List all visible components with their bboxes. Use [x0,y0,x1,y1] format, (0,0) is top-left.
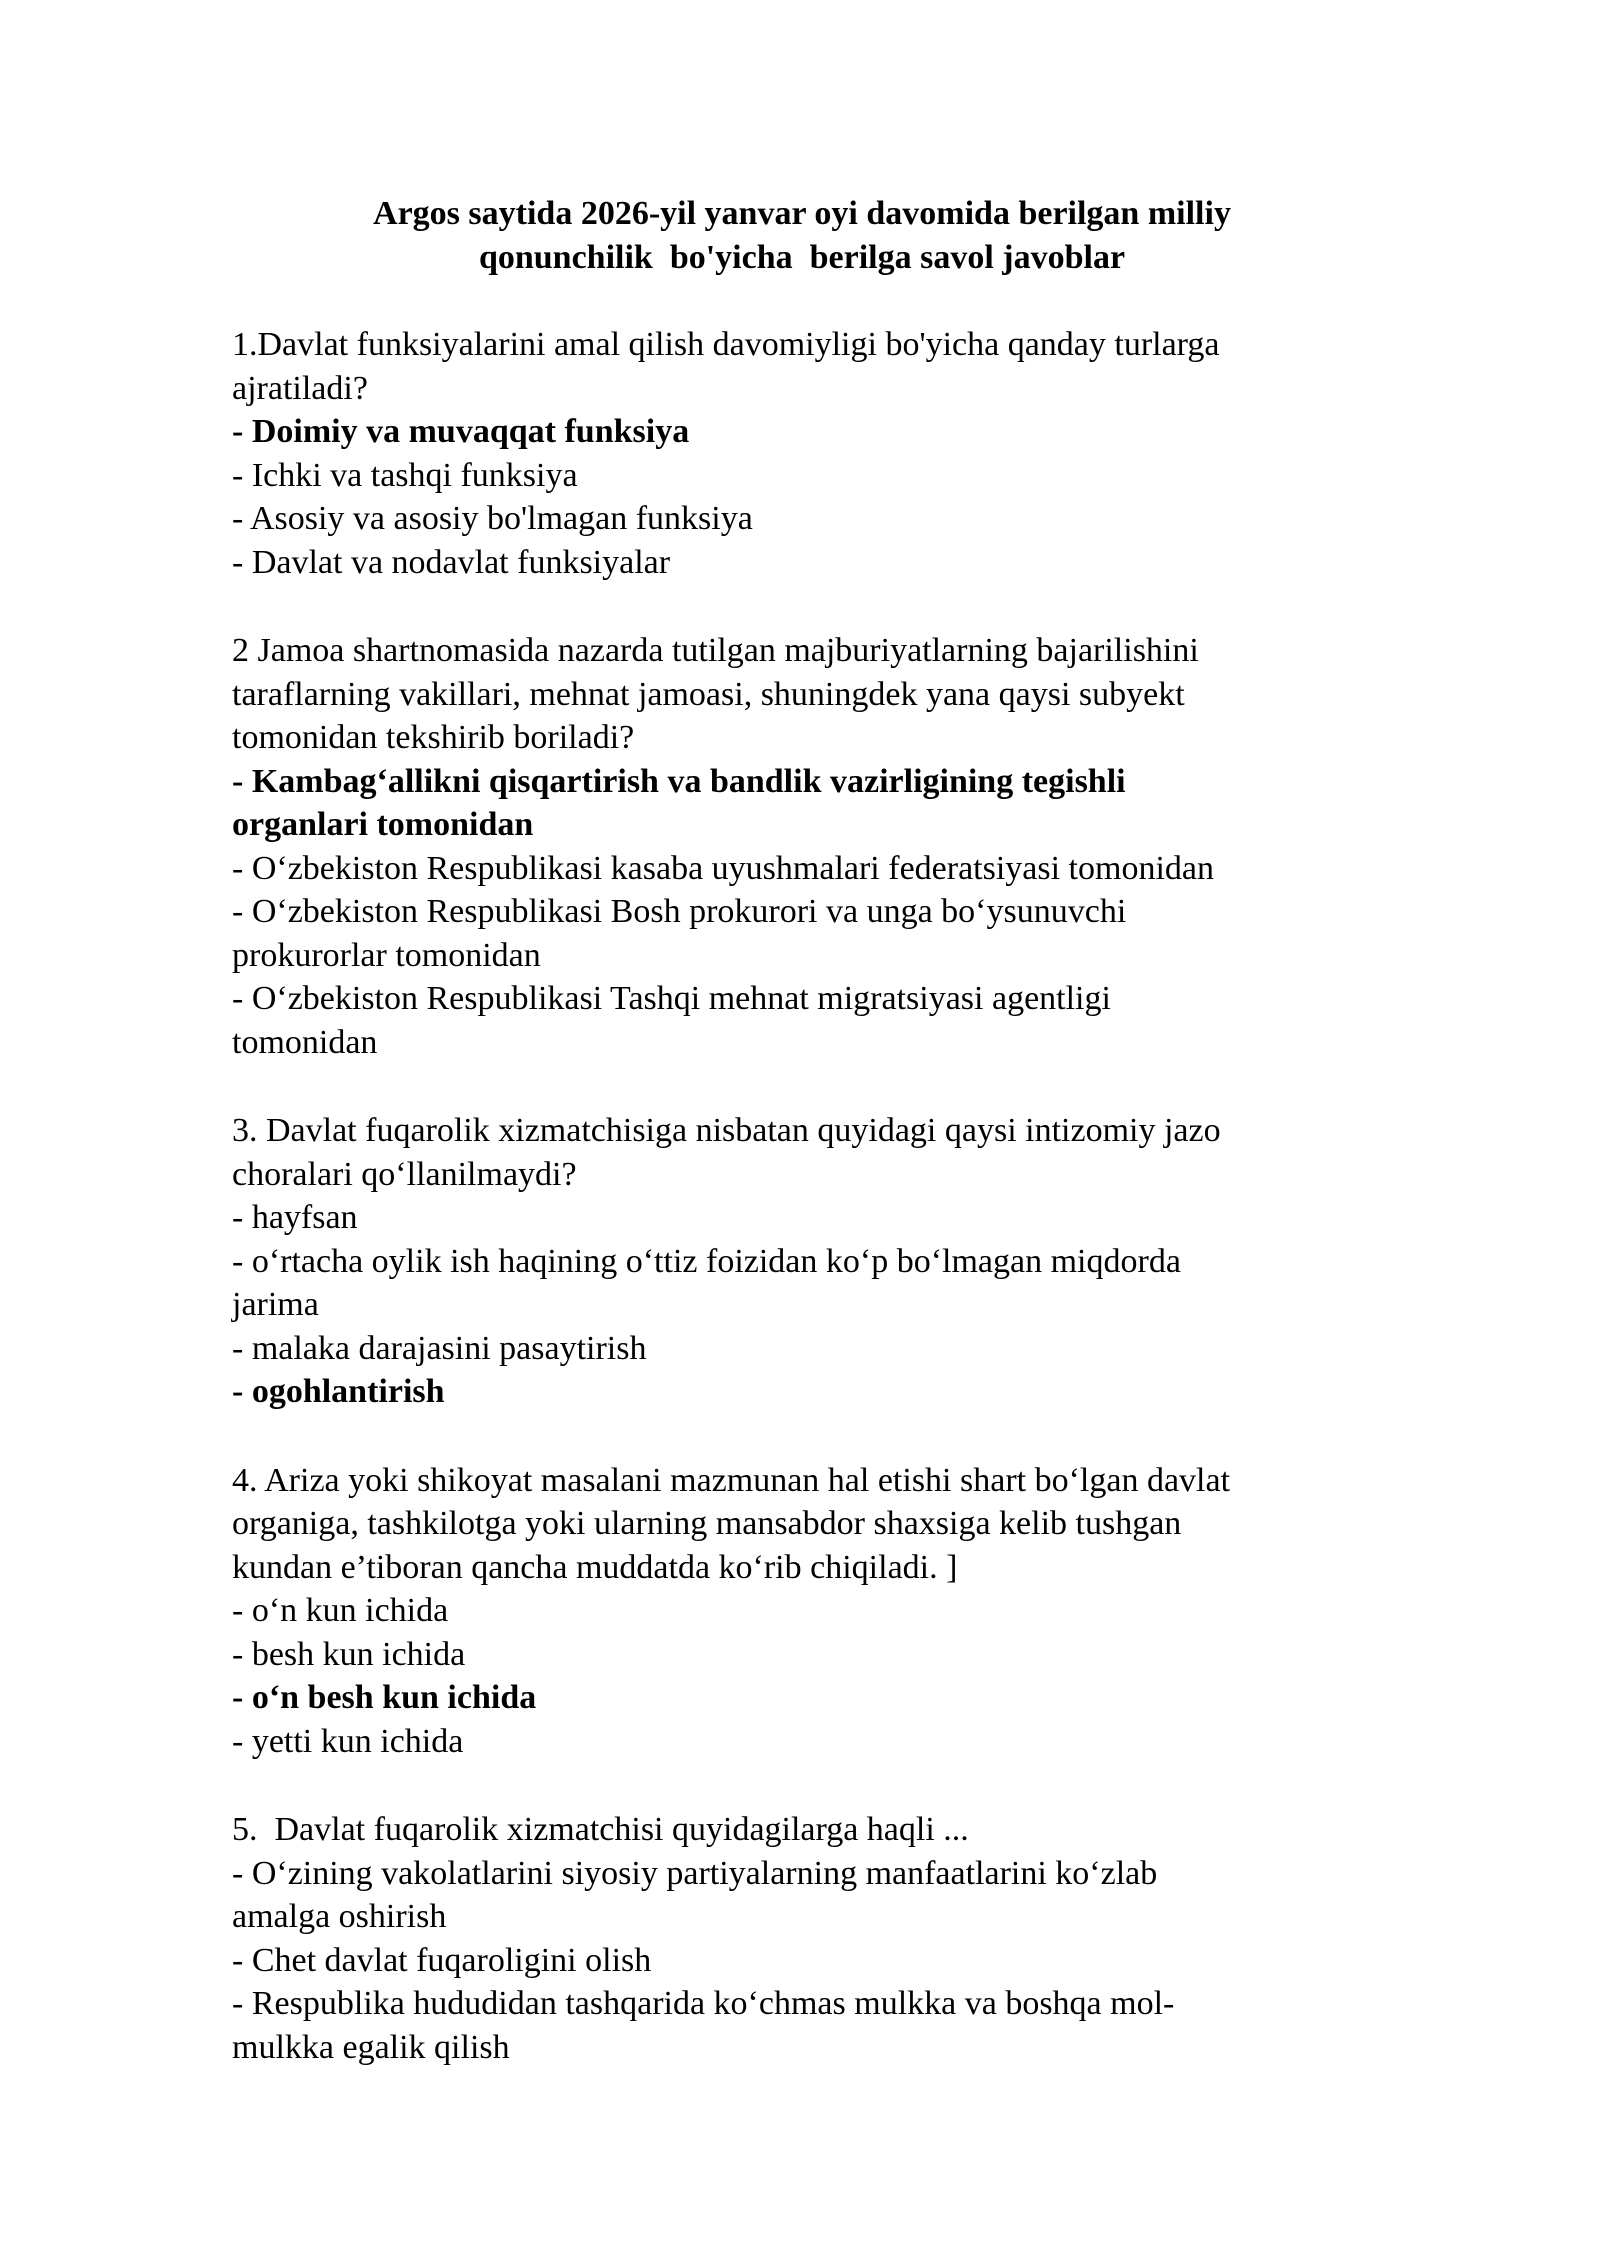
question-block-2 [232,629,1372,1064]
answer-option-line: - Davlat va nodavlat funksiyalar [232,543,671,581]
question-text-line: 1.Davlat funksiyalarini amal qilish davomiyligi bo'yicha qanday turlarga [232,326,1220,363]
answer-option-line: - malaka darajasini pasaytirish [232,1329,647,1367]
question-text-line: ajratiladi? [232,369,368,407]
answer-option-line: prokurorlar tomonidan [232,936,541,974]
answer-option-line: - O‘zbekiston Respublikasi Tashqi mehnat migratsiyasi agentligi [232,980,1111,1017]
answer-option-line-correct: - ogohlantirish [232,1373,445,1410]
question-text-line: taraflarning vakillari, mehnat jamoasi, shuningdek yana qaysi subyekt [232,675,1185,713]
question-block-5 [232,1808,1372,2069]
page-title-line: qonunchilik bo'yicha berilga savol javoblar [478,238,1126,276]
answer-option-line: - O‘zining vakolatlarini siyosiy partiyalarning manfaatlarini ko‘zlab [232,1854,1158,1892]
question-text-line: 3. Davlat fuqarolik xizmatchisiga nisbatan quyidagi qaysi intizomiy jazo [232,1112,1221,1149]
answer-option-line-correct: organlari tomonidan [232,806,534,843]
answer-option-line: mulkka egalik qilish [232,2028,510,2066]
answer-option-line-correct: - Kambag‘allikni qisqartirish va bandlik vazirligining tegishli [232,762,1126,800]
answer-option-line: - yetti kun ichida [232,1722,464,1760]
question-text-line: choralari qo‘llanilmaydi? [232,1155,577,1193]
answer-option-line: - Asosiy va asosiy bo'lmagan funksiya [232,500,753,537]
answer-option-line: - O‘zbekiston Respublikasi kasaba uyushmalari federatsiyasi tomonidan [232,849,1214,887]
question-block-4 [232,1459,1372,1764]
question-text-line: kundan e’tiboran qancha muddatda ko‘rib chiqiladi. ] [232,1548,958,1586]
answer-option-line: - O‘zbekiston Respublikasi Bosh prokurori va unga bo‘ysunuvchi [232,893,1127,930]
answer-option-line: - Chet davlat fuqaroligini olish [232,1941,652,1979]
question-text-line: 5. Davlat fuqarolik xizmatchisi quyidagilarga haqli ... [232,1811,969,1848]
answer-option-line: - besh kun ichida [232,1635,466,1673]
question-text-line: tomonidan tekshirib boriladi? [232,719,635,756]
question-text-line: 4. Ariza yoki shikoyat masalani mazmunan hal etishi shart bo‘lgan davlat [232,1461,1231,1499]
answer-option-line: - Ichki va tashqi funksiya [232,456,578,494]
question-text-line: organiga, tashkilotga yoki ularning mansabdor shaxsiga kelib tushgan [232,1505,1182,1542]
answer-option-line-correct: - o‘n besh kun ichida [232,1679,537,1716]
answer-option-line: - o‘rtacha oylik ish haqining o‘ttiz foizidan ko‘p bo‘lmagan miqdorda [232,1242,1181,1280]
answer-option-line: - Respublika hududidan tashqarida ko‘chmas mulkka va boshqa mol- [232,1985,1175,2022]
question-block-1 [232,323,1372,584]
questions-container [232,323,1372,2069]
question-text-line: 2 Jamoa shartnomasida nazarda tutilgan majburiyatlarning bajarilishini [232,632,1199,669]
answer-option-line: - o‘n kun ichida [232,1592,449,1629]
question-block-3 [232,1109,1372,1414]
page-title [232,192,1372,279]
answer-option-line: amalga oshirish [232,1898,447,1935]
answer-option-line: - hayfsan [232,1199,358,1236]
answer-option-line: jarima [232,1286,319,1323]
answer-option-line: tomonidan [232,1023,378,1061]
answer-option-line-correct: - Doimiy va muvaqqat funksiya [232,413,690,450]
page-title-line: Argos saytida 2026-yil yanvar oyi davomida berilgan milliy [373,195,1231,232]
